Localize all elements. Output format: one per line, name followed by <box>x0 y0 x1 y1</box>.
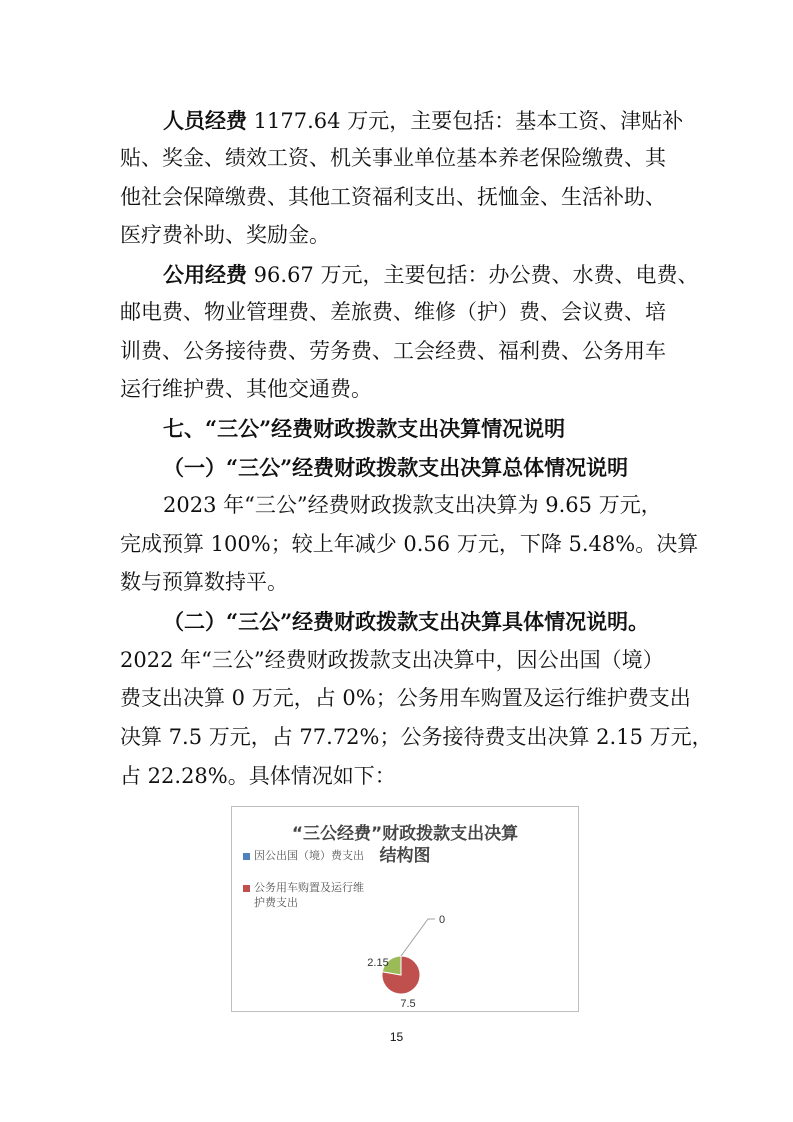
public-line-2: 邮电费、物业管理费、差旅费、维修（护）费、会议费、培 <box>120 300 666 324</box>
data-label-overseas: 0 <box>438 914 446 926</box>
subsection-heading-2: （二）“三公”经费财政拨款支出决算具体情况说明。 <box>163 609 650 634</box>
overall-line-3: 数与预算数持平。 <box>120 570 288 594</box>
pie-chart <box>231 806 579 1012</box>
chart-title-line-1: “三公经费”财政拨款支出决算 <box>291 824 519 844</box>
data-label-vehicle: 7.5 <box>400 998 416 1010</box>
public-line-3: 训费、公务接待费、劳务费、工会经费、福利费、公务用车 <box>120 339 666 363</box>
detail-line-4: 占 22.28%。具体情况如下： <box>120 764 396 788</box>
public-text-1: 96.67 万元，主要包括：办公费、水费、电费、 <box>247 263 699 287</box>
public-line-4: 运行维护费、其他交通费。 <box>120 377 372 401</box>
chart-title-line-2: 结构图 <box>379 846 431 866</box>
detail-line-1: 2022 年“三公”经费财政拨款支出决算中，因公出国（境） <box>120 648 664 672</box>
leader-line-overseas <box>401 919 435 956</box>
personnel-line-3: 他社会保障缴费、其他工资福利支出、抚恤金、生活补助、 <box>120 185 666 209</box>
data-label-reception: 2.15 <box>367 957 389 969</box>
overall-line-2: 完成预算 100%；较上年减少 0.56 万元，下降 5.48%。决算 <box>120 532 699 556</box>
personnel-line-2: 贴、奖金、绩效工资、机关事业单位基本养老保险缴费、其 <box>120 146 666 170</box>
detail-line-2: 费支出决算 0 万元，占 0%；公务用车购置及运行维护费支出 <box>120 686 691 710</box>
legend-overseas: 因公出国（境）费支出 <box>254 849 364 862</box>
legend-vehicle-line-1: 公务用车购置及运行维 <box>254 881 364 894</box>
subsection-heading-1: （一）“三公”经费财政拨款支出决算总体情况说明 <box>163 455 629 480</box>
personnel-line-4: 医疗费补助、奖励金。 <box>120 223 330 247</box>
public-line-1 <box>163 264 698 286</box>
personnel-text-1: 1177.64 万元，主要包括：基本工资、津贴补 <box>247 109 684 133</box>
personnel-line-1 <box>163 110 683 132</box>
public-label: 公用经费 <box>163 262 247 287</box>
pie-svg <box>232 807 578 1011</box>
detail-line-3: 决算 7.5 万元，占 77.72%；公务接待费支出决算 2.15 万元， <box>120 725 713 749</box>
page-number: 15 <box>389 1030 404 1044</box>
section-heading-7: 七、“三公”经费财政拨款支出决算情况说明 <box>163 416 566 441</box>
overall-line-1: 2023 年“三公”经费财政拨款支出决算为 9.65 万元， <box>163 493 662 517</box>
personnel-label: 人员经费 <box>163 108 247 133</box>
legend-vehicle-line-2: 护费支出 <box>254 896 298 909</box>
